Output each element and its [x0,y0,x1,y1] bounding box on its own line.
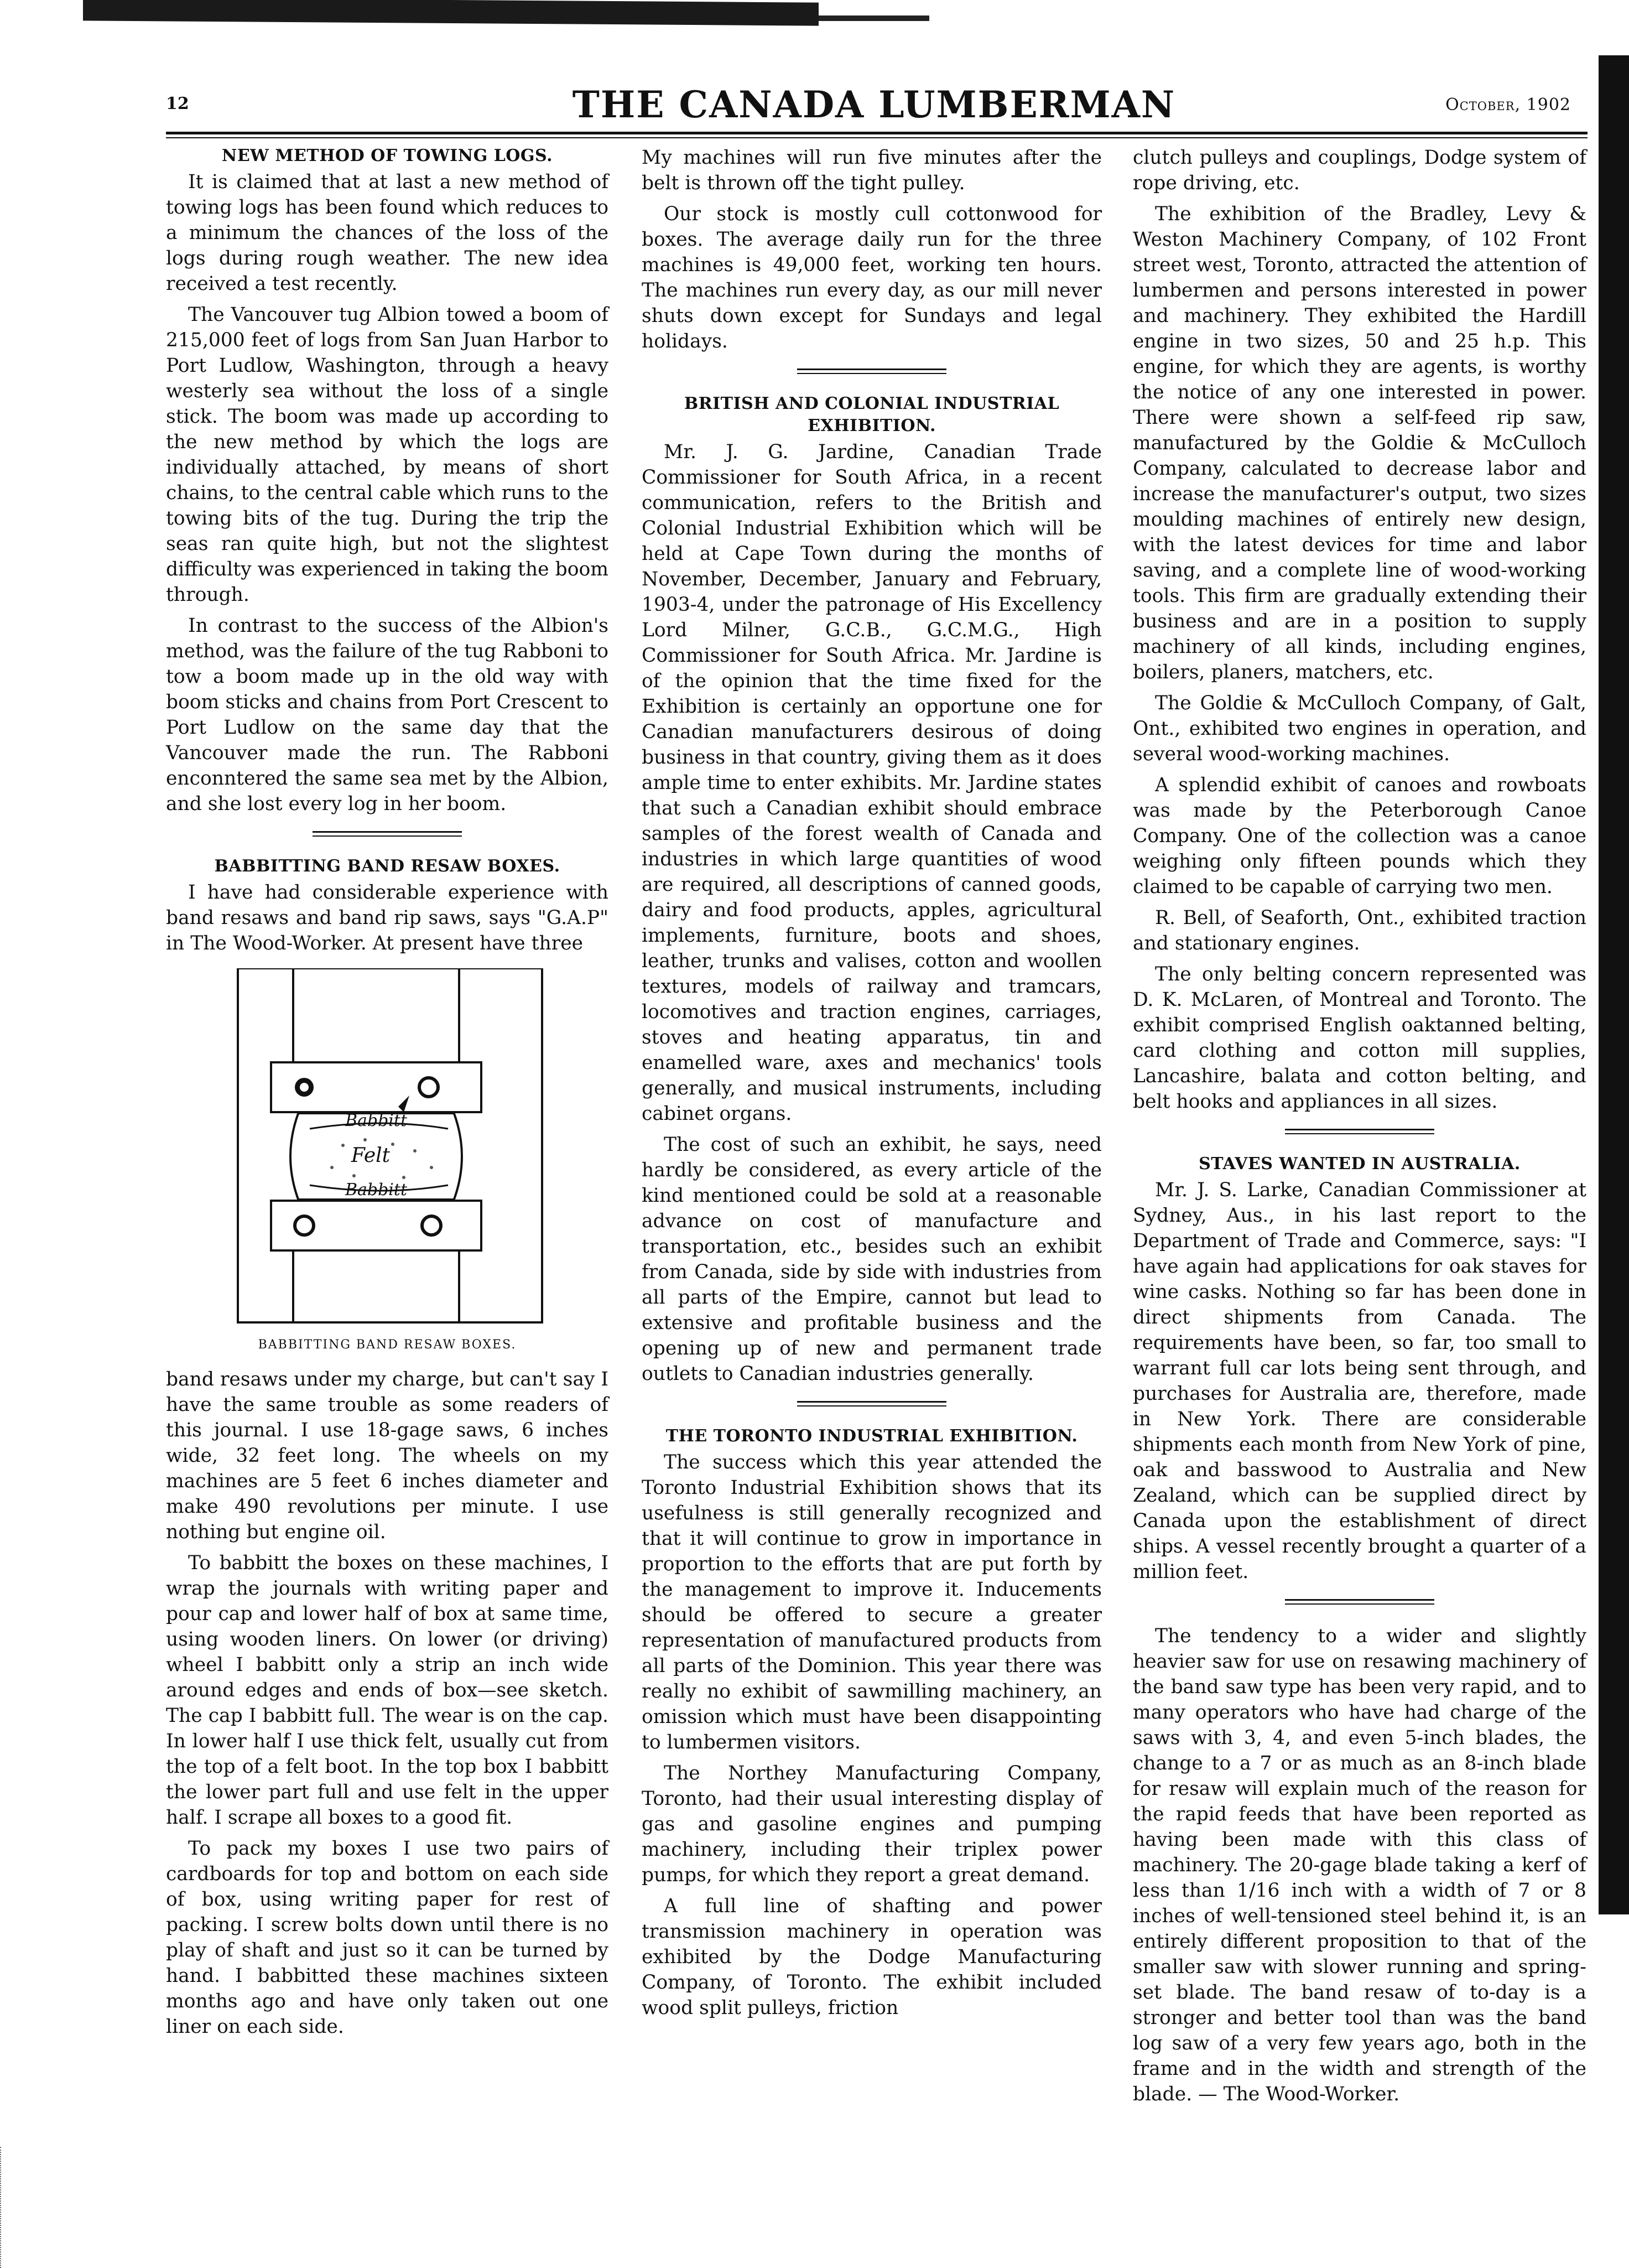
column-1 [166,145,608,2039]
headline-toronto-exhibition: THE TORONTO INDUSTRIAL EXHIBITION. [665,1426,1078,1446]
header-rule-thin [166,137,1588,138]
issue-date: October, 1902 [1445,95,1571,115]
section-separator [797,369,946,374]
paragraph: The only belting concern represented was D. K. McLaren, of Montreal and Toronto. The exhibit comprised English oaktanned belting, card clothing and cotton mill supplies, Lancashire, balata and cotton belting, and belt hooks and appliances in all sizes. [1133,963,1586,1113]
headline-babbitting: BABBITTING BAND RESAW BOXES. [214,857,560,876]
paragraph: The tendency to a wider and slightly heavier saw for use on resawing machinery of the band saw type has been very rapid, and to many operators who have had charge of the saws with 3, 4, and even 5-inch blades, the change to a 7 or as much as an 8-inch blade for resaw will explain much of the reason for the rapid feeds that have been reported as having been made with this class of machinery. The 20-gage blade taking a kerf of less than 1/16 inch with a width of 7 or 8 inches of well-tensioned steel behind it, is an entirely different proposition to that of the smaller saw with slower running and spring-set blade. The band resaw of to-day is a stronger and better tool than was the band log saw of a very few years ago, both in the frame and in the width and strength of the blade. — The Wood-Worker. [1133,1625,1586,2105]
headline-staves-australia: STAVES WANTED IN AUSTRALIA. [1199,1154,1521,1174]
column-2 [642,145,1102,2021]
paragraph: The Vancouver tug Albion towed a boom of 215,000 feet of logs from San Juan Harbor to Port Ludlow, Washington, through a heavy westerly sea without the loss of a single stick. The boom was made up according to the new method by which the logs are individually attached, by means of short chains, to the central cable which runs to the towing bits of the tug. During the trip the seas ran quite high, but not the slightest difficulty was experienced in taking the boom through. [166,304,608,606]
paragraph: The success which this year attended the Toronto Industrial Exhibition shows that its usefulness is still generally recognized and that it will continue to grow in importance in proportion to the efforts that are put forth by the management to improve it. Inducements should be offered to secure a greater representation of manufactured products from all parts of the Dominion. This year there was really no exhibit of sawmilling machinery, an omission which must have been disappointing to lumbermen visitors. [642,1451,1102,1753]
section-separator [1285,1129,1434,1134]
paragraph: A splendid exhibit of canoes and rowboats was made by the Peterborough Canoe Company. One of the collection was a canoe weighing only fifteen pounds which they claimed to be capable of carrying two men. [1133,774,1586,898]
paragraph: The cost of such an exhibit, he says, need hardly be considered, as every article of the kind mentioned could be sold at a reasonable advance on cost of manufacture and transportation, etc., besides such an exhibit from Canada, side by side with industries from all parts of the Empire, cannot but lead to extensive and profitable business and the opening up of new and permanent trade outlets to Canadian industries generally. [642,1134,1102,1385]
page-header [166,83,1582,127]
header-rule [166,132,1588,134]
label-babbitt-bottom: Babbitt [345,1180,408,1200]
paragraph: Mr. J. S. Larke, Canadian Commissioner at Sydney, Aus., in his last report to the Department of Trade and Commerce, says: "I have again had applications for oak staves for wine casks. Nothing so far has been done in direct shipments from Canada. The requirements have been, so far, too small to warrant full car lots being sent through, and purchases for Australia are, therefore, made in New York. There are considerable shipments each month from New York of pine, oak and basswood to Australia and New Zealand, which can be supplied direct by Canada upon the establishment of direct ships. A vessel recently brought a quarter of a million feet. [1133,1179,1586,1583]
scan-top-edge-mark [819,15,929,21]
paragraph: To babbitt the boxes on these machines, I wrap the journals with writing paper and pour cap and lower half of box at same time, using wooden liners. On lower (or driving) wheel I babbitt only a strip an inch wide around edges and ends of box—see sketch. The cap I babbitt full. The wear is on the cap. In lower half I use thick felt, usually cut from the top of a felt boot. In the top box I babbitt the lower part full and use felt in the upper half. I scrape all boxes to a good fit. [166,1552,608,1829]
column-3 [1133,145,1586,2107]
paragraph: band resaws under my charge, but can't say I have the same trouble as some readers of this journal. I use 18-gage saws, 6 inches wide, 32 feet long. The wheels on my machines are 5 feet 6 inches diameter and make 490 revolutions per minute. I use nothing but engine oil. [166,1368,608,1543]
label-felt: Felt [351,1144,391,1167]
figure-caption: BABBITTING BAND RESAW BOXES. [258,1338,517,1352]
paragraph: Mr. J. G. Jardine, Canadian Trade Commissioner for South Africa, in a recent communication, refers to the British and Colonial Industrial Exhibition which will be held at Cape Town during the months of November, December, January and February, 1903-4, under the patronage of His Excellency Lord Milner, G.C.B., G.C.M.G., High Commissioner for South Africa. Mr. Jardine is of the opinion that the time fixed for the Exhibition is certainly an opportune one for Canadian manufacturers desirous of doing business in that country, giving them as it does ample time to enter exhibits. Mr. Jardine states that such a Canadian exhibit should embrace samples of the forest wealth of Canada and industries in which large quantities of wood are required, all descriptions of canned goods, dairy and food products, apples, agricultural implements, furniture, boots and shoes, leather, trunks and valises, cotton and woollen textures, models of railway and tramcars, locomotives and traction engines, carriages, stoves and heating apparatus, tin and enamelled ware, axes and mechanics' tools generally, and musical instruments, including cabinet organs. [642,441,1102,1125]
section-separator [797,1401,946,1407]
paragraph: The exhibition of the Bradley, Levy & Weston Machinery Company, of 102 Front street west, Toronto, attracted the attention of lumbermen and persons interested in power and machinery. They exhibited the Hardill engine in two sizes, 50 and 25 h.p. This engine, for which they are agents, is worthy the notice of any one interested in power. There were shown a self-feed rip saw, manufactured by the Goldie & McCulloch Company, calculated to decrease labor and increase the manufacturer's output, two sizes moulding machines of entirely new design, with the latest devices for time and labor saving, and a complete line of wood-working tools. This firm are gradually extending their business and are in a position to supply machinery of all kinds, including engines, boilers, planers, matchers, etc. [1133,203,1586,683]
scan-margin-marks [0,2147,18,2268]
label-babbitt-top: Babbitt [345,1111,408,1130]
scan-top-edge [83,0,819,26]
paragraph: clutch pulleys and couplings, Dodge system of rope driving, etc. [1133,147,1586,194]
babbitting-sketch-drawing [216,968,559,1328]
headline-towing-logs: NEW METHOD OF TOWING LOGS. [221,146,553,165]
masthead-title: THE CANADA LUMBERMAN [572,83,1176,126]
babbitting-sketch [216,968,559,1328]
paragraph: My machines will run five minutes after the belt is thrown off the tight pulley. [642,147,1102,194]
headline-british-colonial-exhibition: BRITISH AND COLONIAL INDUSTRIAL EXHIBITION. [684,394,1060,435]
section-separator [1285,1599,1434,1605]
scan-binding-shadow [1599,55,1629,1914]
paragraph: The Northey Manufacturing Company, Toronto, had their usual interesting display of gas and gasoline engines and pumping machinery, including their triplex power pumps, for which they report a great demand. [642,1762,1102,1886]
paragraph: The Goldie & McCulloch Company, of Galt, Ont., exhibited two engines in operation, and several wood-working machines. [1133,692,1586,765]
paragraph: I have had considerable experience with band resaws and band rip saws, says "G.A.P" in The Wood-Worker. At present have three [166,881,608,954]
page-number: 12 [166,94,189,113]
paragraph: It is claimed that at last a new method of towing logs has been found which reduces to a minimum the chances of the loss of the logs during rough weather. The new idea received a test recently. [166,171,608,295]
section-separator [313,831,462,837]
paragraph: In contrast to the success of the Albion's method, was the failure of the tug Rabboni to tow a boom made up in the old way with boom sticks and chains from Port Crescent to Port Ludlow on the same day that the Vancouver made the run. The Rabboni enconntered the same sea met by the Albion, and she lost every log in her boom. [166,615,608,815]
paragraph: R. Bell, of Seaforth, Ont., exhibited traction and stationary engines. [1133,907,1586,954]
paragraph: Our stock is mostly cull cottonwood for boxes. The average daily run for the three machines is 49,000 feet, working ten hours. The machines run every day, as our mill never shuts down except for Sundays and legal holidays. [642,203,1102,352]
paragraph: A full line of shafting and power transmission machinery in operation was exhibited by the Dodge Manufacturing Company, of Toronto. The exhibit included wood split pulleys, friction [642,1895,1102,2019]
paragraph: To pack my boxes I use two pairs of cardboards for top and bottom on each side of box, using writing paper for rest of packing. I screw bolts down until there is no play of shaft and just so it can be turned by hand. I babbitted these machines sixteen months ago and have only taken out one liner on each side. [166,1838,608,2038]
